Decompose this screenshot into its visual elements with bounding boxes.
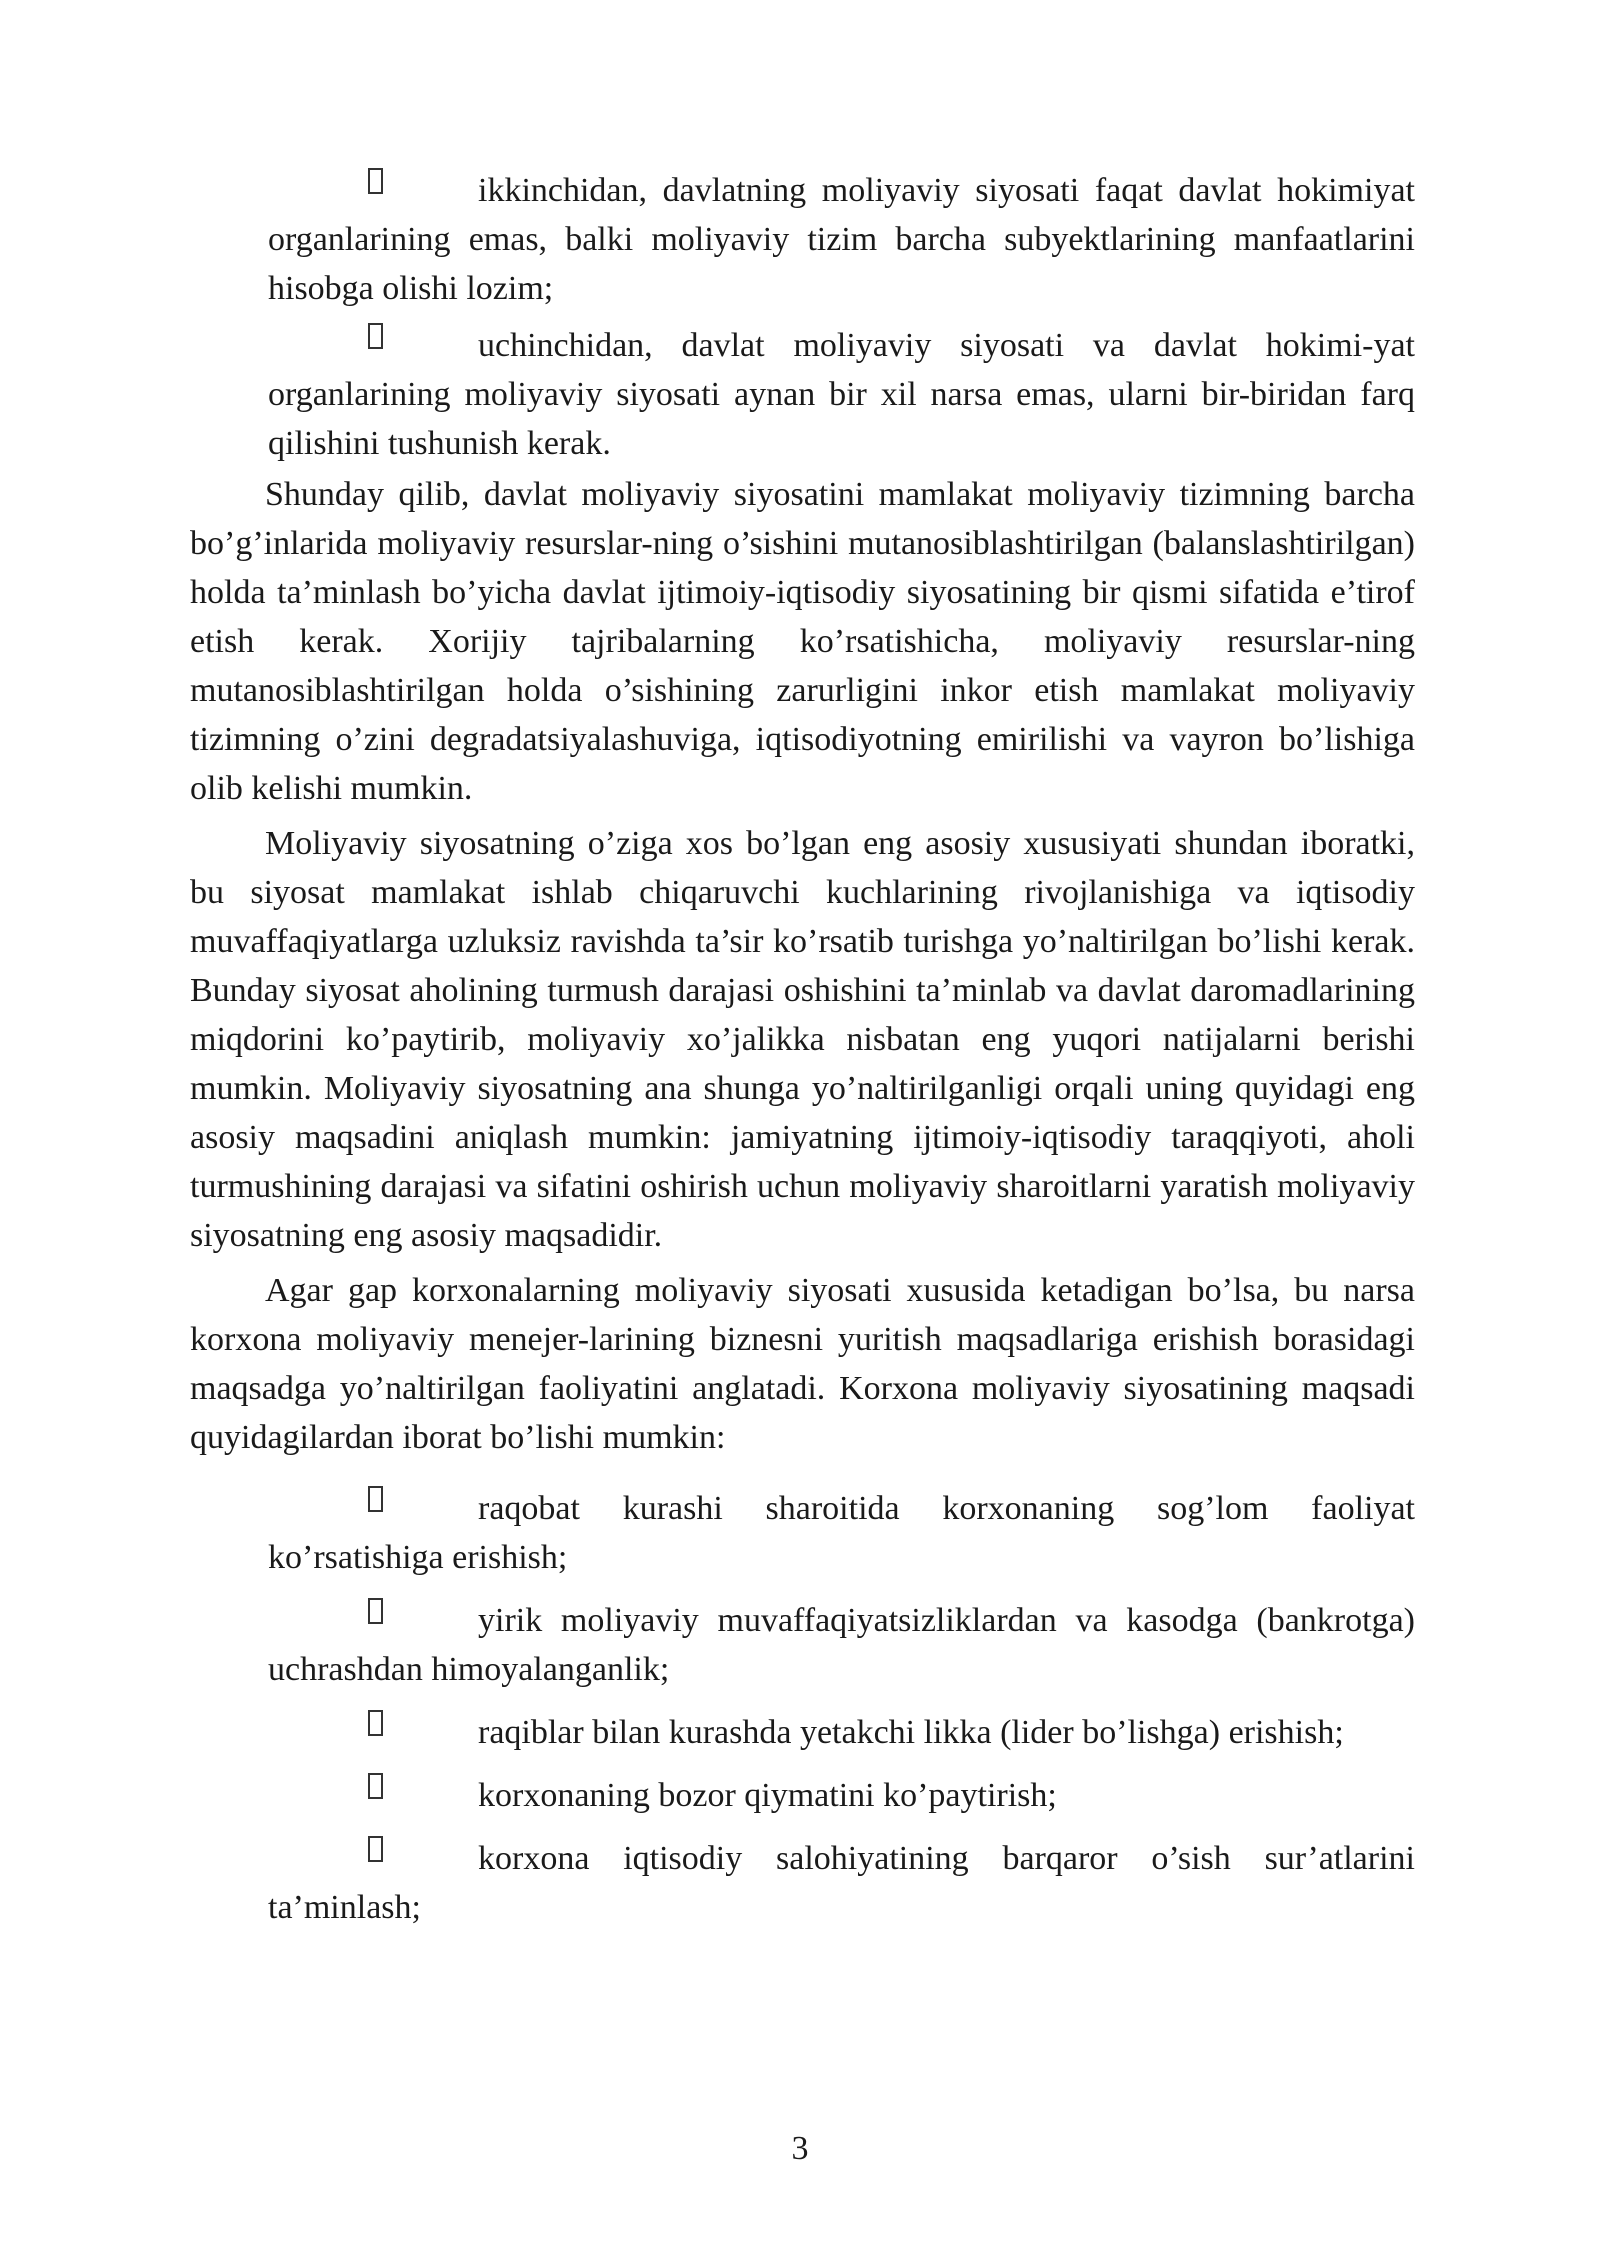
missing-glyph-icon: [368, 1836, 383, 1862]
bullet-text: ikkinchidan, davlatning moliyaviy siyosati faqat davlat hokimiyat organlarining emas, balki moliyaviy tizim barcha subyektlarining manfaatlarini hisobga olishi lozim;: [268, 172, 1415, 307]
missing-glyph-icon: [368, 1486, 383, 1512]
body-paragraph: Agar gap korxonalarning moliyaviy siyosati xususida ketadigan bo’lsa, bu narsa korxona moliyaviy menejer-larining biznesni yuritish maqsadlariga erishish borasidagi maqsadga yo’naltirilgan faoliyatini anglatadi. Korxona moliyaviy siyosatining maqsadi quyidagilardan iborat bo’lishi mumkin:: [190, 1272, 1415, 1456]
bullet-item: [190, 1484, 1415, 1582]
missing-glyph-icon: [368, 323, 383, 349]
bullet-text: korxonaning bozor qiymatini ko’paytirish;: [478, 1777, 1057, 1814]
bullet-item: [190, 166, 1415, 313]
bullet-text: raqiblar bilan kurashda yetakchi likka (lider bo’lishga) erishish;: [478, 1714, 1344, 1751]
bullet-text: raqobat kurashi sharoitida korxonaning sog’lom faoliyat ko’rsatishiga erishish;: [268, 1490, 1415, 1576]
bullet-text: uchinchidan, davlat moliyaviy siyosati va davlat hokimi-yat organlarining moliyaviy siyosati aynan bir xil narsa emas, ularni bir-biridan farq qilishini tushunish kerak.: [268, 327, 1415, 462]
bullet-item: [190, 1708, 1415, 1757]
missing-glyph-icon: [368, 1773, 383, 1799]
bullet-item: [190, 1771, 1415, 1820]
bullet-item: [190, 321, 1415, 468]
bullet-text: korxona iqtisodiy salohiyatining barqaror o’sish sur’atlarini ta’minlash;: [268, 1840, 1415, 1926]
bullet-text: yirik moliyaviy muvaffaqiyatsizliklardan va kasodga (bankrotga) uchrashdan himoyalanganlik;: [268, 1602, 1415, 1688]
bullet-item: [190, 1596, 1415, 1694]
bullet-item: [190, 1834, 1415, 1932]
body-paragraph: Moliyaviy siyosatning o’ziga xos bo’lgan eng asosiy xususiyati shundan iboratki, bu siyosat mamlakat ishlab chiqaruvchi kuchlarining rivojlanishiga va iqtisodiy muvaffaqiyatlarga uzluksiz ravishda ta’sir ko’rsatib turishga yo’naltirilgan bo’lishi kerak. Bunday siyosat aholining turmush darajasi oshishini ta’minlab va davlat daromadlarining miqdorini ko’paytirib, moliyaviy xo’jalikka nisbatan eng yuqori natijalarni berishi mumkin. Moliyaviy siyosatning ana shunga yo’naltirilganligi orqali uning quyidagi eng asosiy maqsadini aniqlash mumkin: jamiyatning ijtimoiy-iqtisodiy taraqqiyoti, aholi turmushining darajasi va sifatini oshirish uchun moliyaviy sharoitlarni yaratish moliyaviy siyosatning eng asosiy maqsadidir.: [190, 825, 1415, 1254]
page-number: 3: [791, 2130, 809, 2167]
missing-glyph-icon: [368, 168, 383, 194]
missing-glyph-icon: [368, 1710, 383, 1736]
body-paragraph: Shunday qilib, davlat moliyaviy siyosatini mamlakat moliyaviy tizimning barcha bo’g’inlarida moliyaviy resurslar-ning o’sishini mutanosiblashtirilgan (balanslashtirilgan) holda ta’minlash bo’yicha davlat ijtimoiy-iqtisodiy siyosatining bir qismi sifatida e’tirof etish kerak. Xorijiy tajribalarning ko’rsatishicha, moliyaviy resurslar-ning mutanosiblashtirilgan holda o’sishining zarurligini inkor etish mamlakat moliyaviy tizimning o’zini degradatsiyalashuviga, iqtisodiyotning emirilishi va vayron bo’lishiga olib kelishi mumkin.: [190, 476, 1415, 807]
document-page: [190, 166, 1415, 1932]
missing-glyph-icon: [368, 1598, 383, 1624]
